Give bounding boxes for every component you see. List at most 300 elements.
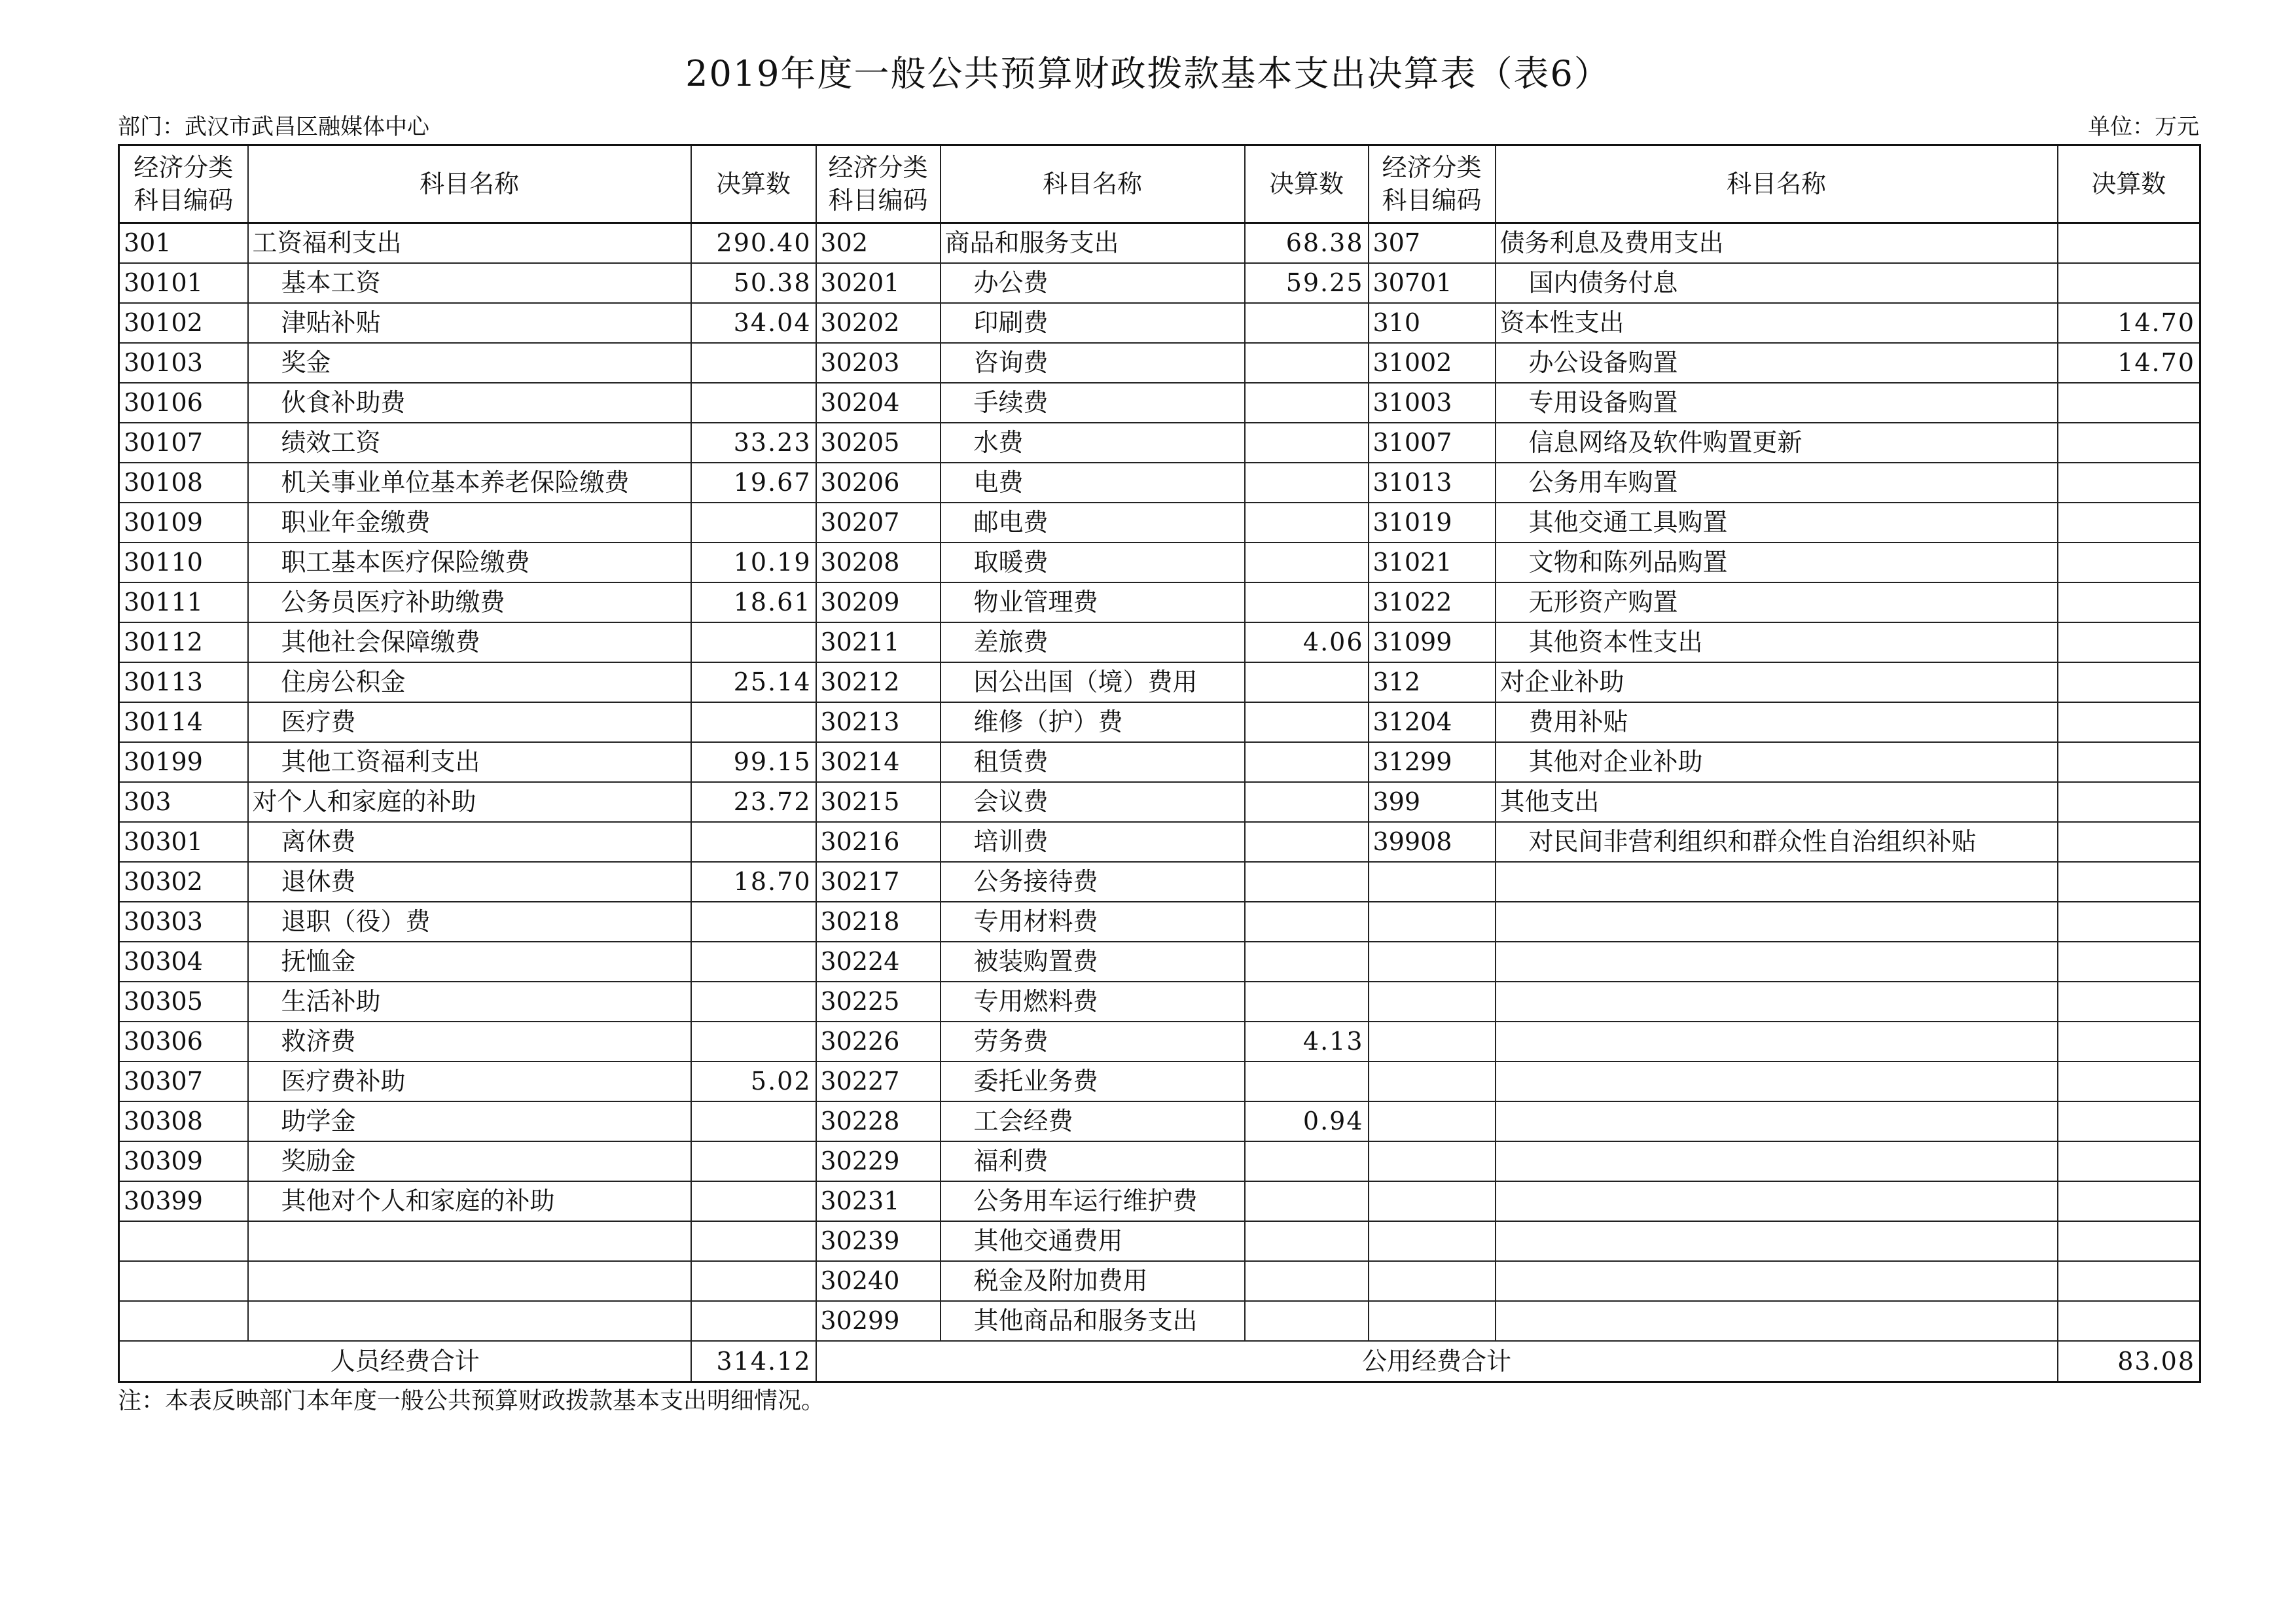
cell-code-group1: 30302 [119,862,248,902]
cell-code-group1: 30102 [119,303,248,343]
cell-code-group3: 31299 [1369,742,1496,782]
cell-name-group2: 因公出国（境）费用 [941,662,1245,702]
cell-name-group2: 培训费 [941,822,1245,862]
cell-code-group2: 30212 [816,662,941,702]
cell-amount-group2 [1245,1141,1369,1181]
cell-name-group1: 津贴补贴 [248,303,691,343]
header-amount-1: 决算数 [691,145,816,223]
cell-amount-group3 [2058,263,2200,303]
cell-name-group3: 债务利息及费用支出 [1496,223,2058,264]
cell-code-group2: 30217 [816,862,941,902]
cell-name-group2: 专用燃料费 [941,982,1245,1022]
cell-amount-group2 [1245,862,1369,902]
header-name-3: 科目名称 [1496,145,2058,223]
cell-name-group1: 基本工资 [248,263,691,303]
cell-amount-group2 [1245,782,1369,822]
cell-amount-group1: 5.02 [691,1061,816,1101]
cell-amount-group3 [2058,702,2200,742]
cell-amount-group1 [691,503,816,543]
cell-amount-group2 [1245,822,1369,862]
cell-code-group3: 310 [1369,303,1496,343]
totals-row [119,1341,2200,1382]
cell-code-group2: 30208 [816,543,941,582]
cell-code-group2: 30227 [816,1061,941,1101]
cell-code-group3 [1369,1101,1496,1141]
cell-amount-group3 [2058,1301,2200,1341]
cell-code-group3: 31007 [1369,423,1496,463]
cell-code-group2: 30211 [816,622,941,662]
cell-code-group2: 30231 [816,1181,941,1221]
cell-name-group1: 救济费 [248,1022,691,1061]
cell-amount-group1: 10.19 [691,543,816,582]
cell-amount-group1: 290.40 [691,223,816,264]
cell-name-group2: 手续费 [941,383,1245,423]
cell-name-group1 [248,1221,691,1261]
cell-code-group3 [1369,1301,1496,1341]
cell-name-group1: 住房公积金 [248,662,691,702]
table-row [119,822,2200,862]
cell-name-group3: 费用补贴 [1496,702,2058,742]
cell-name-group3: 其他交通工具购置 [1496,503,2058,543]
cell-code-group1: 30103 [119,343,248,383]
cell-code-group3: 307 [1369,223,1496,264]
cell-code-group1: 30113 [119,662,248,702]
cell-amount-group3 [2058,982,2200,1022]
cell-code-group3: 31022 [1369,582,1496,622]
table-row [119,263,2200,303]
table-row [119,942,2200,982]
cell-name-group3 [1496,902,2058,942]
cell-name-group1: 退职（役）费 [248,902,691,942]
cell-name-group1: 其他对个人和家庭的补助 [248,1181,691,1221]
cell-code-group2: 30209 [816,582,941,622]
cell-code-group1: 30304 [119,942,248,982]
cell-name-group2: 会议费 [941,782,1245,822]
cell-name-group2: 咨询费 [941,343,1245,383]
cell-code-group1: 30308 [119,1101,248,1141]
department-label: 部门：武汉市武昌区融媒体中心 [118,114,429,140]
cell-name-group2: 工会经费 [941,1101,1245,1141]
cell-amount-group1: 18.70 [691,862,816,902]
cell-name-group3: 办公设备购置 [1496,343,2058,383]
cell-amount-group1: 18.61 [691,582,816,622]
cell-amount-group1 [691,942,816,982]
cell-amount-group2 [1245,1301,1369,1341]
cell-name-group3 [1496,1181,2058,1221]
cell-code-group2: 30204 [816,383,941,423]
table-row [119,503,2200,543]
cell-amount-group2 [1245,742,1369,782]
cell-amount-group2: 68.38 [1245,223,1369,264]
cell-code-group2: 30239 [816,1221,941,1261]
cell-name-group3 [1496,1261,2058,1301]
cell-code-group1 [119,1261,248,1301]
cell-name-group3 [1496,1141,2058,1181]
cell-name-group1: 对个人和家庭的补助 [248,782,691,822]
cell-amount-group3 [2058,223,2200,264]
cell-code-group3: 31021 [1369,543,1496,582]
table-row [119,862,2200,902]
cell-name-group1: 奖励金 [248,1141,691,1181]
cell-name-group3: 信息网络及软件购置更新 [1496,423,2058,463]
cell-name-group3 [1496,1301,2058,1341]
personnel-total-value: 314.12 [691,1341,816,1382]
cell-name-group1: 其他工资福利支出 [248,742,691,782]
cell-amount-group1 [691,1141,816,1181]
cell-name-group3: 国内债务付息 [1496,263,2058,303]
cell-amount-group2: 4.13 [1245,1022,1369,1061]
cell-name-group1: 生活补助 [248,982,691,1022]
cell-amount-group1: 99.15 [691,742,816,782]
cell-amount-group3 [2058,1141,2200,1181]
cell-code-group1 [119,1221,248,1261]
cell-name-group3: 无形资产购置 [1496,582,2058,622]
cell-code-group3: 31003 [1369,383,1496,423]
cell-code-group1: 30112 [119,622,248,662]
cell-amount-group2 [1245,383,1369,423]
cell-amount-group3 [2058,383,2200,423]
cell-code-group3 [1369,1022,1496,1061]
table-row [119,423,2200,463]
cell-amount-group2 [1245,463,1369,503]
cell-name-group2: 公务用车运行维护费 [941,1181,1245,1221]
public-total-label: 公用经费合计 [816,1341,2058,1382]
table-row [119,982,2200,1022]
cell-name-group3 [1496,1061,2058,1101]
cell-name-group2: 水费 [941,423,1245,463]
cell-code-group2: 30228 [816,1101,941,1141]
cell-code-group1: 30101 [119,263,248,303]
cell-name-group3: 其他对企业补助 [1496,742,2058,782]
cell-name-group2: 公务接待费 [941,862,1245,902]
cell-name-group3: 专用设备购置 [1496,383,2058,423]
cell-amount-group1: 33.23 [691,423,816,463]
cell-amount-group3 [2058,1022,2200,1061]
cell-amount-group3: 14.70 [2058,343,2200,383]
table-row [119,702,2200,742]
cell-amount-group1 [691,383,816,423]
cell-code-group1: 30108 [119,463,248,503]
cell-amount-group3 [2058,1181,2200,1221]
cell-code-group2: 30213 [816,702,941,742]
table-row [119,463,2200,503]
cell-code-group2: 30202 [816,303,941,343]
cell-code-group3 [1369,942,1496,982]
cell-name-group3 [1496,982,2058,1022]
cell-code-group3: 30701 [1369,263,1496,303]
page-title: 2019年度一般公共预算财政拨款基本支出决算表（表6） [685,53,1611,94]
cell-name-group3: 其他支出 [1496,782,2058,822]
cell-name-group1: 伙食补助费 [248,383,691,423]
cell-amount-group3 [2058,423,2200,463]
cell-code-group1: 30309 [119,1141,248,1181]
cell-name-group3: 对企业补助 [1496,662,2058,702]
table-row [119,662,2200,702]
cell-name-group2: 商品和服务支出 [941,223,1245,264]
cell-name-group3 [1496,1101,2058,1141]
cell-amount-group3 [2058,662,2200,702]
cell-name-group2: 其他商品和服务支出 [941,1301,1245,1341]
cell-name-group3: 文物和陈列品购置 [1496,543,2058,582]
cell-amount-group1 [691,622,816,662]
cell-name-group3: 公务用车购置 [1496,463,2058,503]
cell-code-group2: 30225 [816,982,941,1022]
cell-name-group1: 奖金 [248,343,691,383]
cell-amount-group1 [691,1101,816,1141]
cell-code-group1: 30109 [119,503,248,543]
cell-code-group1: 30199 [119,742,248,782]
cell-name-group2: 专用材料费 [941,902,1245,942]
cell-amount-group3 [2058,1101,2200,1141]
cell-name-group2: 福利费 [941,1141,1245,1181]
cell-amount-group2 [1245,902,1369,942]
table-row [119,782,2200,822]
cell-name-group1: 工资福利支出 [248,223,691,264]
cell-amount-group3 [2058,622,2200,662]
cell-amount-group2 [1245,582,1369,622]
cell-code-group2: 30226 [816,1022,941,1061]
cell-code-group1: 30399 [119,1181,248,1221]
cell-code-group1: 301 [119,223,248,264]
cell-code-group1: 303 [119,782,248,822]
cell-name-group1: 职工基本医疗保险缴费 [248,543,691,582]
cell-amount-group3 [2058,543,2200,582]
cell-code-group3 [1369,1181,1496,1221]
cell-name-group2: 被装购置费 [941,942,1245,982]
cell-name-group2: 差旅费 [941,622,1245,662]
table-row [119,1101,2200,1141]
cell-code-group3: 31013 [1369,463,1496,503]
cell-name-group2: 税金及附加费用 [941,1261,1245,1301]
cell-amount-group2 [1245,1221,1369,1261]
cell-name-group1: 其他社会保障缴费 [248,622,691,662]
table-row [119,383,2200,423]
footnote: 注：本表反映部门本年度一般公共预算财政拨款基本支出明细情况。 [118,1387,825,1414]
cell-amount-group2 [1245,982,1369,1022]
cell-amount-group2 [1245,343,1369,383]
expenditure-table [118,144,2201,1383]
cell-amount-group1 [691,822,816,862]
cell-amount-group1: 25.14 [691,662,816,702]
table-row [119,742,2200,782]
cell-code-group2: 30206 [816,463,941,503]
cell-amount-group3 [2058,463,2200,503]
cell-name-group2: 邮电费 [941,503,1245,543]
cell-name-group1: 助学金 [248,1101,691,1141]
cell-name-group2: 维修（护）费 [941,702,1245,742]
header-amount-2: 决算数 [1245,145,1369,223]
cell-amount-group3 [2058,503,2200,543]
cell-code-group1: 30307 [119,1061,248,1101]
table-row [119,1221,2200,1261]
cell-code-group3 [1369,902,1496,942]
cell-code-group2: 30218 [816,902,941,942]
table-row [119,1261,2200,1301]
cell-name-group1: 职业年金缴费 [248,503,691,543]
cell-name-group1: 离休费 [248,822,691,862]
cell-code-group1 [119,1301,248,1341]
cell-name-group3: 其他资本性支出 [1496,622,2058,662]
cell-code-group3: 31002 [1369,343,1496,383]
cell-amount-group2 [1245,1261,1369,1301]
cell-code-group2: 30299 [816,1301,941,1341]
cell-amount-group1: 34.04 [691,303,816,343]
cell-name-group2: 物业管理费 [941,582,1245,622]
cell-code-group1: 30306 [119,1022,248,1061]
cell-amount-group3 [2058,1261,2200,1301]
cell-code-group3 [1369,862,1496,902]
cell-amount-group3 [2058,782,2200,822]
cell-amount-group3 [2058,822,2200,862]
table-row [119,543,2200,582]
table-row [119,343,2200,383]
cell-code-group2: 30214 [816,742,941,782]
cell-amount-group3 [2058,1061,2200,1101]
cell-code-group3: 39908 [1369,822,1496,862]
table-row [119,223,2200,264]
cell-code-group1: 30111 [119,582,248,622]
table-header-row [119,145,2200,223]
cell-code-group2: 302 [816,223,941,264]
cell-amount-group2: 59.25 [1245,263,1369,303]
cell-code-group1: 30107 [119,423,248,463]
cell-code-group3: 31019 [1369,503,1496,543]
cell-amount-group2: 0.94 [1245,1101,1369,1141]
cell-name-group2: 委托业务费 [941,1061,1245,1101]
cell-amount-group2 [1245,423,1369,463]
table-row [119,622,2200,662]
cell-amount-group2 [1245,543,1369,582]
cell-amount-group1: 19.67 [691,463,816,503]
cell-name-group1: 抚恤金 [248,942,691,982]
cell-name-group2: 印刷费 [941,303,1245,343]
cell-name-group3 [1496,1022,2058,1061]
header-amount-3: 决算数 [2058,145,2200,223]
table-row [119,1301,2200,1341]
table-body [119,223,2200,1342]
cell-code-group3 [1369,1141,1496,1181]
cell-amount-group2 [1245,503,1369,543]
cell-code-group3 [1369,1261,1496,1301]
cell-code-group2: 30216 [816,822,941,862]
cell-amount-group1 [691,343,816,383]
cell-code-group1: 30301 [119,822,248,862]
cell-name-group1: 医疗费补助 [248,1061,691,1101]
cell-amount-group1: 23.72 [691,782,816,822]
cell-code-group2: 30201 [816,263,941,303]
cell-name-group2: 租赁费 [941,742,1245,782]
cell-amount-group1 [691,702,816,742]
cell-code-group3 [1369,1221,1496,1261]
cell-name-group1 [248,1301,691,1341]
cell-name-group3: 对民间非营利组织和群众性自治组织补贴 [1496,822,2058,862]
cell-amount-group1 [691,1022,816,1061]
cell-code-group1: 30106 [119,383,248,423]
cell-amount-group3 [2058,1221,2200,1261]
cell-code-group2: 30229 [816,1141,941,1181]
cell-code-group2: 30203 [816,343,941,383]
cell-code-group2: 30224 [816,942,941,982]
table-row [119,1022,2200,1061]
cell-amount-group2 [1245,1181,1369,1221]
cell-amount-group2: 4.06 [1245,622,1369,662]
cell-amount-group2 [1245,662,1369,702]
header-code-1: 经济分类 科目编码 [119,145,248,223]
cell-amount-group2 [1245,1061,1369,1101]
cell-name-group2: 电费 [941,463,1245,503]
header-code-2: 经济分类 科目编码 [816,145,941,223]
table-row [119,1181,2200,1221]
cell-code-group2: 30240 [816,1261,941,1301]
cell-amount-group1 [691,1181,816,1221]
cell-code-group3: 31099 [1369,622,1496,662]
cell-amount-group1 [691,902,816,942]
cell-code-group1: 30305 [119,982,248,1022]
cell-amount-group3 [2058,742,2200,782]
cell-code-group1: 30303 [119,902,248,942]
cell-code-group3: 31204 [1369,702,1496,742]
cell-code-group2: 30205 [816,423,941,463]
table-row [119,902,2200,942]
cell-code-group3 [1369,1061,1496,1101]
cell-code-group3: 399 [1369,782,1496,822]
cell-amount-group1 [691,1261,816,1301]
cell-amount-group3: 14.70 [2058,303,2200,343]
cell-name-group2: 取暖费 [941,543,1245,582]
header-code-3: 经济分类 科目编码 [1369,145,1496,223]
cell-code-group1: 30110 [119,543,248,582]
header-name-2: 科目名称 [941,145,1245,223]
cell-amount-group3 [2058,862,2200,902]
cell-code-group3: 312 [1369,662,1496,702]
cell-name-group1: 退休费 [248,862,691,902]
cell-amount-group2 [1245,702,1369,742]
header-name-1: 科目名称 [248,145,691,223]
personnel-total-label: 人员经费合计 [119,1341,691,1382]
cell-code-group2: 30207 [816,503,941,543]
cell-name-group3 [1496,942,2058,982]
cell-amount-group2 [1245,942,1369,982]
cell-amount-group1 [691,982,816,1022]
cell-amount-group3 [2058,942,2200,982]
table-row [119,303,2200,343]
cell-code-group2: 30215 [816,782,941,822]
unit-label: 单位：万元 [2088,114,2199,140]
cell-name-group1: 绩效工资 [248,423,691,463]
public-total-value: 83.08 [2058,1341,2200,1382]
cell-name-group1: 医疗费 [248,702,691,742]
cell-amount-group1: 50.38 [691,263,816,303]
cell-code-group3 [1369,982,1496,1022]
cell-amount-group1 [691,1221,816,1261]
cell-name-group3 [1496,1221,2058,1261]
cell-name-group2: 办公费 [941,263,1245,303]
cell-name-group2: 其他交通费用 [941,1221,1245,1261]
cell-amount-group3 [2058,582,2200,622]
cell-name-group3: 资本性支出 [1496,303,2058,343]
table-row [119,1141,2200,1181]
cell-name-group1: 机关事业单位基本养老保险缴费 [248,463,691,503]
table-row [119,1061,2200,1101]
cell-code-group1: 30114 [119,702,248,742]
cell-amount-group3 [2058,902,2200,942]
cell-amount-group2 [1245,303,1369,343]
cell-name-group2: 劳务费 [941,1022,1245,1061]
cell-name-group1: 公务员医疗补助缴费 [248,582,691,622]
cell-name-group1 [248,1261,691,1301]
table-row [119,582,2200,622]
cell-name-group3 [1496,862,2058,902]
